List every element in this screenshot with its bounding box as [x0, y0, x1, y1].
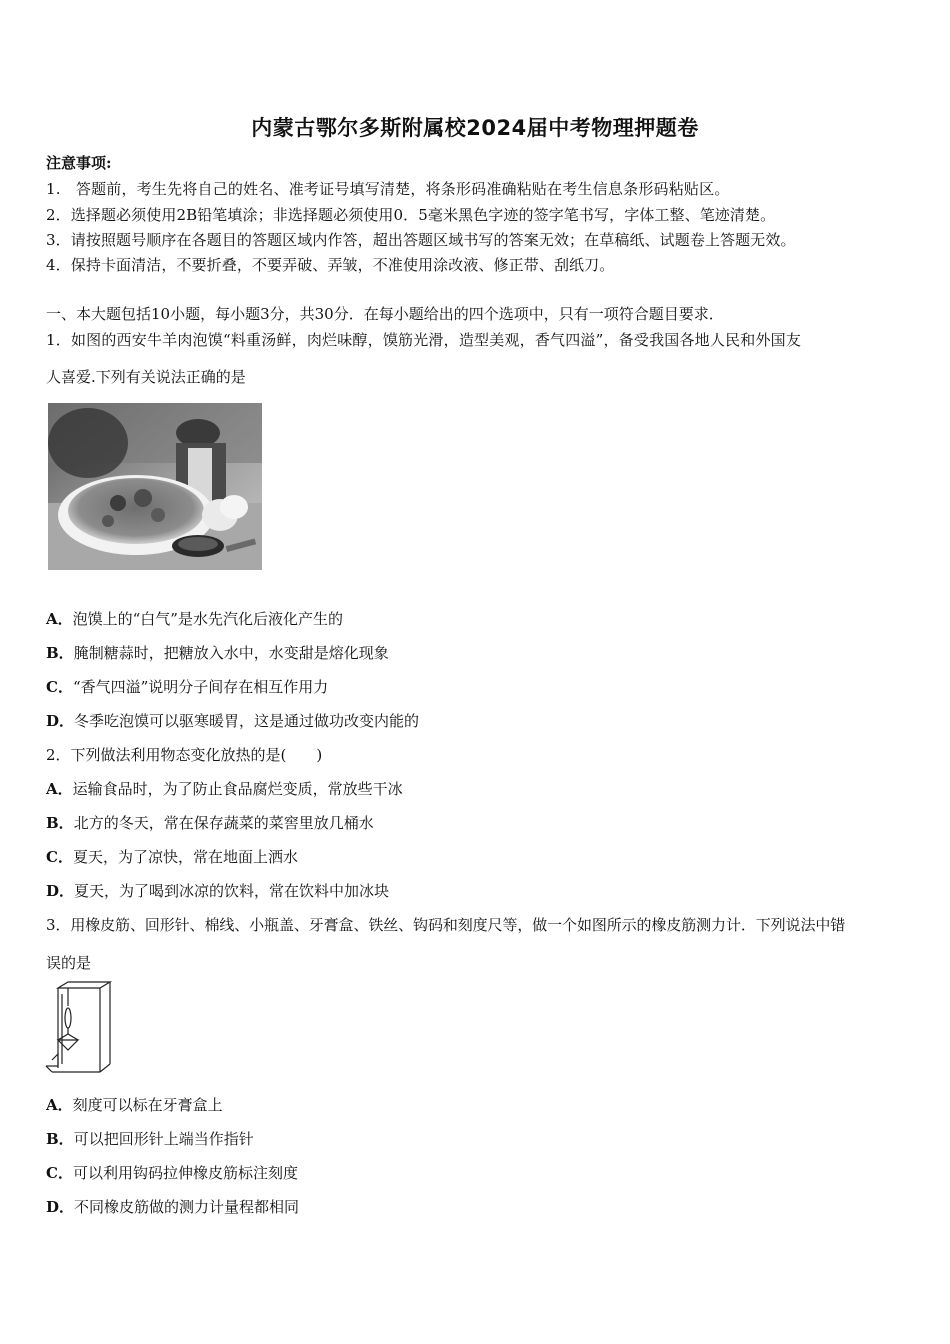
notice-item: 2．选择题必须使用2B铅笔填涂；非选择题必须使用0．5毫米黑色字迹的签字笔书写，字体工整、笔迹清楚。: [46, 206, 776, 224]
option-b[interactable]: B．可以把回形针上端当作指针: [46, 1130, 254, 1148]
paomo-photo: [48, 403, 262, 570]
option-c[interactable]: C．夏天，为了凉快，常在地面上洒水: [46, 848, 298, 866]
question-1-stem-cont: 人喜爱.下列有关说法正确的是: [46, 368, 246, 386]
option-a[interactable]: A．泡馍上的“白气”是水先汽化后液化产生的: [46, 610, 343, 628]
option-b[interactable]: B．腌制糖蒜时，把糖放入水中，水变甜是熔化现象: [46, 644, 389, 662]
option-a[interactable]: A．运输食品时，为了防止食品腐烂变质，常放些干冰: [46, 780, 403, 798]
notice-item: 3．请按照题号顺序在各题目的答题区域内作答，超出答题区域书写的答案无效；在草稿纸、试题卷上答题无效。: [46, 231, 796, 249]
force-meter-diagram: [44, 980, 120, 1078]
option-b[interactable]: B．北方的冬天，常在保存蔬菜的菜窖里放几桶水: [46, 814, 374, 832]
option-d[interactable]: D．冬季吃泡馍可以驱寒暖胃，这是通过做功改变内能的: [46, 712, 420, 730]
exam-title: 内蒙古鄂尔多斯附属校2024届中考物理押题卷: [251, 116, 699, 140]
paomo-photo-drawing: [48, 403, 262, 570]
section-heading: 一、本大题包括10小题，每小题3分，共30分．在每小题给出的四个选项中，只有一项符合题目要求．: [46, 305, 724, 323]
option-c[interactable]: C．可以利用钩码拉伸橡皮筋标注刻度: [46, 1164, 298, 1182]
question-3-stem: 3．用橡皮筋、回形针、棉线、小瓶盖、牙膏盒、铁丝、钩码和刻度尺等，做一个如图所示的橡皮筋测力计．下列说法中错: [46, 916, 846, 934]
question-2-stem: 2．下列做法利用物态变化放热的是( ): [46, 746, 323, 764]
option-c[interactable]: C．“香气四溢”说明分子间存在相互作用力: [46, 678, 329, 696]
option-a[interactable]: A．刻度可以标在牙膏盒上: [46, 1096, 223, 1114]
notice-item: 4．保持卡面清洁，不要折叠，不要弄破、弄皱，不准使用涂改液、修正带、刮纸刀。: [46, 256, 615, 274]
force-meter-drawing: [44, 980, 120, 1078]
question-3-stem-cont: 误的是: [46, 954, 92, 972]
option-d[interactable]: D．不同橡皮筋做的测力计量程都相同: [46, 1198, 300, 1216]
notice-item: 1. 答题前，考生先将自己的姓名、准考证号填写清楚，将条形码准确粘贴在考生信息条形码粘贴区。: [46, 180, 730, 198]
question-1-stem: 1．如图的西安牛羊肉泡馍“料重汤鲜，肉烂味醇，馍筋光滑，造型美观，香气四溢”，备受我国各地人民和外国友: [46, 331, 802, 349]
notice-heading: 注意事项:: [46, 154, 112, 172]
option-d[interactable]: D．夏天，为了喝到冰凉的饮料，常在饮料中加冰块: [46, 882, 390, 900]
